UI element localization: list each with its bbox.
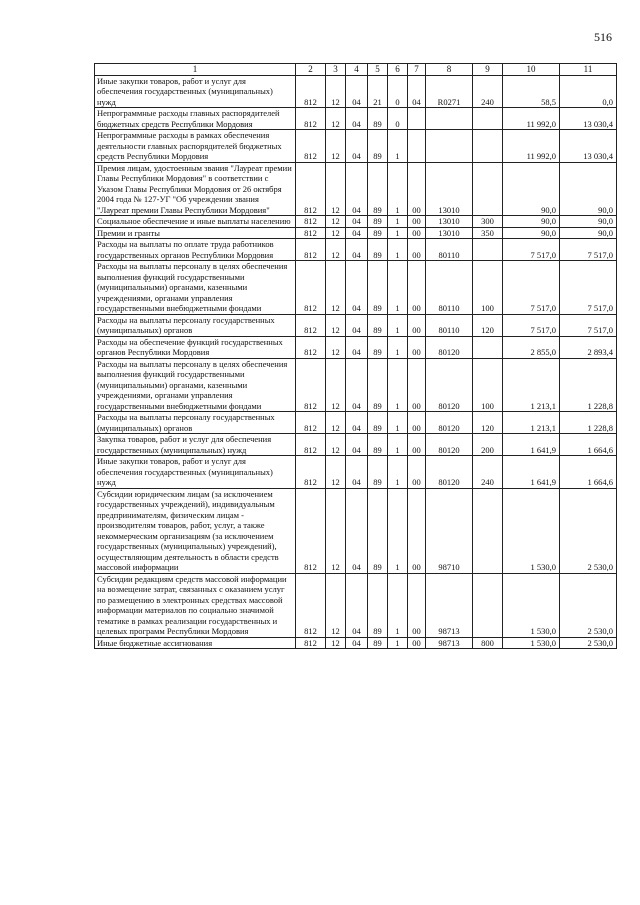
column-header: 11: [560, 64, 617, 76]
code-subprogram-cell: 1: [388, 314, 408, 336]
code-target-cell: 80110: [426, 239, 473, 261]
code-subsection-cell: 04: [346, 412, 368, 434]
code-section-cell: 12: [326, 108, 346, 130]
expense-name-cell: Непрограммные расходы главных распорядителей бюджетных средств Республики Мордовия: [95, 108, 296, 130]
amount-year-2-cell: 1 228,8: [560, 358, 617, 412]
code-ministry-cell: 812: [296, 216, 326, 228]
code-subsection-cell: 04: [346, 637, 368, 649]
code-expense-type-cell: 800: [473, 637, 503, 649]
amount-year-1-cell: 90,0: [503, 162, 560, 216]
code-target-cell: 80120: [426, 456, 473, 489]
code-ministry-cell: 812: [296, 239, 326, 261]
table-header-row: [95, 64, 617, 76]
amount-year-1-cell: 1 213,1: [503, 358, 560, 412]
code-target-cell: 13010: [426, 216, 473, 228]
code-ministry-cell: 812: [296, 637, 326, 649]
code-section-cell: 12: [326, 162, 346, 216]
code-direction-cell: 00: [408, 239, 426, 261]
code-program-cell: 89: [368, 130, 388, 163]
table-row: [95, 314, 617, 336]
column-header: 7: [408, 64, 426, 76]
code-target-cell: 80120: [426, 434, 473, 456]
code-program-cell: 21: [368, 75, 388, 108]
code-ministry-cell: 812: [296, 336, 326, 358]
code-expense-type-cell: 240: [473, 456, 503, 489]
amount-year-1-cell: 58,5: [503, 75, 560, 108]
code-section-cell: 12: [326, 227, 346, 239]
code-ministry-cell: 812: [296, 456, 326, 489]
code-subsection-cell: 04: [346, 108, 368, 130]
amount-year-1-cell: 1 530,0: [503, 573, 560, 637]
code-direction-cell: 00: [408, 314, 426, 336]
code-subprogram-cell: 1: [388, 573, 408, 637]
code-program-cell: 89: [368, 261, 388, 315]
amount-year-1-cell: 7 517,0: [503, 314, 560, 336]
code-direction-cell: 00: [408, 261, 426, 315]
code-subprogram-cell: 1: [388, 162, 408, 216]
code-expense-type-cell: [473, 573, 503, 637]
code-program-cell: 89: [368, 239, 388, 261]
code-target-cell: 80110: [426, 314, 473, 336]
code-target-cell: 80120: [426, 336, 473, 358]
expense-name-cell: Расходы на выплаты персоналу в целях обеспечения выполнения функций государственными (муниципальными) органами, казенными учреждениями, органами управления государственными внебюджетными фондами: [95, 358, 296, 412]
code-ministry-cell: 812: [296, 412, 326, 434]
code-direction-cell: 00: [408, 456, 426, 489]
column-header: 3: [326, 64, 346, 76]
code-direction-cell: 00: [408, 216, 426, 228]
code-subsection-cell: 04: [346, 456, 368, 489]
table-row: [95, 412, 617, 434]
expense-name-cell: Иные закупки товаров, работ и услуг для обеспечения государственных (муниципальных) нужд: [95, 75, 296, 108]
expense-name-cell: Расходы на выплаты персоналу государственных (муниципальных) органов: [95, 412, 296, 434]
expense-name-cell: Субсидии редакциям средств массовой информации на возмещение затрат, связанных с оказанием услуг по размещению в электронных средствах массовой информации материалов по социально значимой тематике в рамках реализации государственных и целевых программ Республики Мордовия: [95, 573, 296, 637]
code-expense-type-cell: 100: [473, 358, 503, 412]
code-ministry-cell: 812: [296, 108, 326, 130]
table-body: [95, 75, 617, 649]
amount-year-1-cell: 1 530,0: [503, 488, 560, 573]
code-subsection-cell: 04: [346, 573, 368, 637]
code-ministry-cell: 812: [296, 130, 326, 163]
expense-name-cell: Премия лицам, удостоенным звания "Лауреат премии Главы Республики Мордовия" в соответствии с Указом Главы Республики Мордовия от 26 октября 2004 года № 127-УГ "Об учреждении звания "Лауреат премии Главы Республики Мордовия": [95, 162, 296, 216]
amount-year-2-cell: 1 228,8: [560, 412, 617, 434]
amount-year-1-cell: 7 517,0: [503, 261, 560, 315]
amount-year-1-cell: 11 992,0: [503, 108, 560, 130]
code-section-cell: 12: [326, 488, 346, 573]
code-program-cell: 89: [368, 488, 388, 573]
table-row: [95, 227, 617, 239]
code-direction-cell: 00: [408, 488, 426, 573]
code-section-cell: 12: [326, 261, 346, 315]
code-program-cell: 89: [368, 108, 388, 130]
code-target-cell: R0271: [426, 75, 473, 108]
code-expense-type-cell: 300: [473, 216, 503, 228]
code-ministry-cell: 812: [296, 434, 326, 456]
code-section-cell: 12: [326, 434, 346, 456]
code-expense-type-cell: 100: [473, 261, 503, 315]
table-row: [95, 130, 617, 163]
expense-name-cell: Расходы на выплаты персоналу в целях обеспечения выполнения функций государственными (муниципальными) органами, казенными учреждениями, органами управления государственными внебюджетными фондами: [95, 261, 296, 315]
expense-name-cell: Социальное обеспечение и иные выплаты населению: [95, 216, 296, 228]
code-program-cell: 89: [368, 456, 388, 489]
code-target-cell: 80120: [426, 358, 473, 412]
table-row: [95, 239, 617, 261]
code-program-cell: 89: [368, 227, 388, 239]
code-section-cell: 12: [326, 216, 346, 228]
code-target-cell: [426, 130, 473, 163]
code-subsection-cell: 04: [346, 314, 368, 336]
code-expense-type-cell: [473, 108, 503, 130]
amount-year-2-cell: 90,0: [560, 216, 617, 228]
code-ministry-cell: 812: [296, 261, 326, 315]
column-header: 2: [296, 64, 326, 76]
code-expense-type-cell: 200: [473, 434, 503, 456]
code-target-cell: 80110: [426, 261, 473, 315]
amount-year-1-cell: 1 530,0: [503, 637, 560, 649]
code-expense-type-cell: [473, 162, 503, 216]
table-row: [95, 162, 617, 216]
code-section-cell: 12: [326, 314, 346, 336]
code-subprogram-cell: 1: [388, 227, 408, 239]
code-expense-type-cell: 350: [473, 227, 503, 239]
code-subsection-cell: 04: [346, 162, 368, 216]
code-subprogram-cell: 1: [388, 488, 408, 573]
code-section-cell: 12: [326, 637, 346, 649]
page-number: 516: [594, 30, 612, 44]
code-subprogram-cell: 1: [388, 358, 408, 412]
code-direction-cell: 00: [408, 162, 426, 216]
code-subprogram-cell: 1: [388, 456, 408, 489]
amount-year-2-cell: 0,0: [560, 75, 617, 108]
amount-year-1-cell: 1 213,1: [503, 412, 560, 434]
budget-table: [94, 63, 617, 649]
code-program-cell: 89: [368, 336, 388, 358]
code-section-cell: 12: [326, 573, 346, 637]
code-section-cell: 12: [326, 358, 346, 412]
table-row: [95, 434, 617, 456]
code-ministry-cell: 812: [296, 358, 326, 412]
code-ministry-cell: 812: [296, 488, 326, 573]
table-row: [95, 358, 617, 412]
expense-name-cell: Расходы на выплаты по оплате труда работников государственных органов Республики Мордовия: [95, 239, 296, 261]
code-subprogram-cell: 1: [388, 216, 408, 228]
code-subprogram-cell: 1: [388, 336, 408, 358]
amount-year-2-cell: 7 517,0: [560, 314, 617, 336]
code-expense-type-cell: [473, 488, 503, 573]
code-section-cell: 12: [326, 336, 346, 358]
column-header: 9: [473, 64, 503, 76]
amount-year-1-cell: 7 517,0: [503, 239, 560, 261]
amount-year-2-cell: 2 530,0: [560, 573, 617, 637]
amount-year-2-cell: 1 664,6: [560, 456, 617, 489]
code-ministry-cell: 812: [296, 75, 326, 108]
expense-name-cell: Непрограммные расходы в рамках обеспечения деятельности главных распорядителей бюджетных средств Республики Мордовия: [95, 130, 296, 163]
amount-year-1-cell: 90,0: [503, 216, 560, 228]
code-target-cell: 98710: [426, 488, 473, 573]
table-row: [95, 108, 617, 130]
code-subprogram-cell: 0: [388, 108, 408, 130]
table-row: [95, 456, 617, 489]
amount-year-2-cell: 13 030,4: [560, 108, 617, 130]
column-header: 1: [95, 64, 296, 76]
table-row: [95, 573, 617, 637]
code-program-cell: 89: [368, 434, 388, 456]
code-subsection-cell: 04: [346, 336, 368, 358]
expense-name-cell: Иные закупки товаров, работ и услуг для обеспечения государственных (муниципальных) нужд: [95, 456, 296, 489]
column-header: 10: [503, 64, 560, 76]
code-subsection-cell: 04: [346, 216, 368, 228]
code-direction-cell: 00: [408, 336, 426, 358]
amount-year-2-cell: 90,0: [560, 227, 617, 239]
code-program-cell: 89: [368, 314, 388, 336]
amount-year-1-cell: 1 641,9: [503, 456, 560, 489]
code-subprogram-cell: 0: [388, 75, 408, 108]
code-direction-cell: 00: [408, 434, 426, 456]
expense-name-cell: Премии и гранты: [95, 227, 296, 239]
code-expense-type-cell: 120: [473, 412, 503, 434]
column-header: 8: [426, 64, 473, 76]
amount-year-1-cell: 2 855,0: [503, 336, 560, 358]
code-subsection-cell: 04: [346, 434, 368, 456]
table-row: [95, 637, 617, 649]
code-section-cell: 12: [326, 412, 346, 434]
code-program-cell: 89: [368, 637, 388, 649]
amount-year-2-cell: 2 530,0: [560, 637, 617, 649]
code-subsection-cell: 04: [346, 75, 368, 108]
column-header: 5: [368, 64, 388, 76]
amount-year-2-cell: 7 517,0: [560, 239, 617, 261]
code-ministry-cell: 812: [296, 227, 326, 239]
code-ministry-cell: 812: [296, 162, 326, 216]
column-header: 6: [388, 64, 408, 76]
code-target-cell: 98713: [426, 637, 473, 649]
code-subprogram-cell: 1: [388, 637, 408, 649]
amount-year-2-cell: 2 530,0: [560, 488, 617, 573]
code-section-cell: 12: [326, 75, 346, 108]
code-target-cell: 80120: [426, 412, 473, 434]
table-row: [95, 75, 617, 108]
code-direction-cell: 00: [408, 227, 426, 239]
expense-name-cell: Закупка товаров, работ и услуг для обеспечения государственных (муниципальных) нужд: [95, 434, 296, 456]
code-target-cell: 98713: [426, 573, 473, 637]
table-row: [95, 488, 617, 573]
code-direction-cell: [408, 108, 426, 130]
amount-year-2-cell: 13 030,4: [560, 130, 617, 163]
table-row: [95, 216, 617, 228]
expense-name-cell: Субсидии юридическим лицам (за исключением государственных учреждений), индивидуальным предпринимателям, физическим лицам - производителям товаров, работ, услуг, а также некоммерческим организациям (за исключением государственных (муниципальных) учреждений), осуществляющим деятельность в области средств массовой информации: [95, 488, 296, 573]
code-target-cell: 13010: [426, 227, 473, 239]
code-subprogram-cell: 1: [388, 412, 408, 434]
code-subprogram-cell: 1: [388, 130, 408, 163]
amount-year-2-cell: 2 893,4: [560, 336, 617, 358]
code-subprogram-cell: 1: [388, 261, 408, 315]
code-program-cell: 89: [368, 216, 388, 228]
code-direction-cell: 00: [408, 573, 426, 637]
code-expense-type-cell: [473, 130, 503, 163]
code-ministry-cell: 812: [296, 314, 326, 336]
code-section-cell: 12: [326, 239, 346, 261]
code-subsection-cell: 04: [346, 488, 368, 573]
amount-year-2-cell: 1 664,6: [560, 434, 617, 456]
code-program-cell: 89: [368, 162, 388, 216]
code-target-cell: [426, 108, 473, 130]
amount-year-1-cell: 11 992,0: [503, 130, 560, 163]
code-program-cell: 89: [368, 358, 388, 412]
code-direction-cell: 04: [408, 75, 426, 108]
code-direction-cell: 00: [408, 412, 426, 434]
code-subsection-cell: 04: [346, 130, 368, 163]
code-program-cell: 89: [368, 412, 388, 434]
code-subsection-cell: 04: [346, 358, 368, 412]
code-subprogram-cell: 1: [388, 434, 408, 456]
code-section-cell: 12: [326, 456, 346, 489]
code-direction-cell: [408, 130, 426, 163]
code-expense-type-cell: [473, 239, 503, 261]
expense-name-cell: Расходы на выплаты персоналу государственных (муниципальных) органов: [95, 314, 296, 336]
code-section-cell: 12: [326, 130, 346, 163]
code-subsection-cell: 04: [346, 261, 368, 315]
amount-year-2-cell: 90,0: [560, 162, 617, 216]
code-subsection-cell: 04: [346, 227, 368, 239]
code-ministry-cell: 812: [296, 573, 326, 637]
code-target-cell: 13010: [426, 162, 473, 216]
amount-year-1-cell: 1 641,9: [503, 434, 560, 456]
expense-name-cell: Расходы на обеспечение функций государственных органов Республики Мордовия: [95, 336, 296, 358]
code-expense-type-cell: 240: [473, 75, 503, 108]
code-direction-cell: 00: [408, 358, 426, 412]
code-expense-type-cell: 120: [473, 314, 503, 336]
code-subsection-cell: 04: [346, 239, 368, 261]
expense-name-cell: Иные бюджетные ассигнования: [95, 637, 296, 649]
code-direction-cell: 00: [408, 637, 426, 649]
code-program-cell: 89: [368, 573, 388, 637]
column-header: 4: [346, 64, 368, 76]
amount-year-2-cell: 7 517,0: [560, 261, 617, 315]
table-row: [95, 261, 617, 315]
code-subprogram-cell: 1: [388, 239, 408, 261]
amount-year-1-cell: 90,0: [503, 227, 560, 239]
code-expense-type-cell: [473, 336, 503, 358]
table-row: [95, 336, 617, 358]
